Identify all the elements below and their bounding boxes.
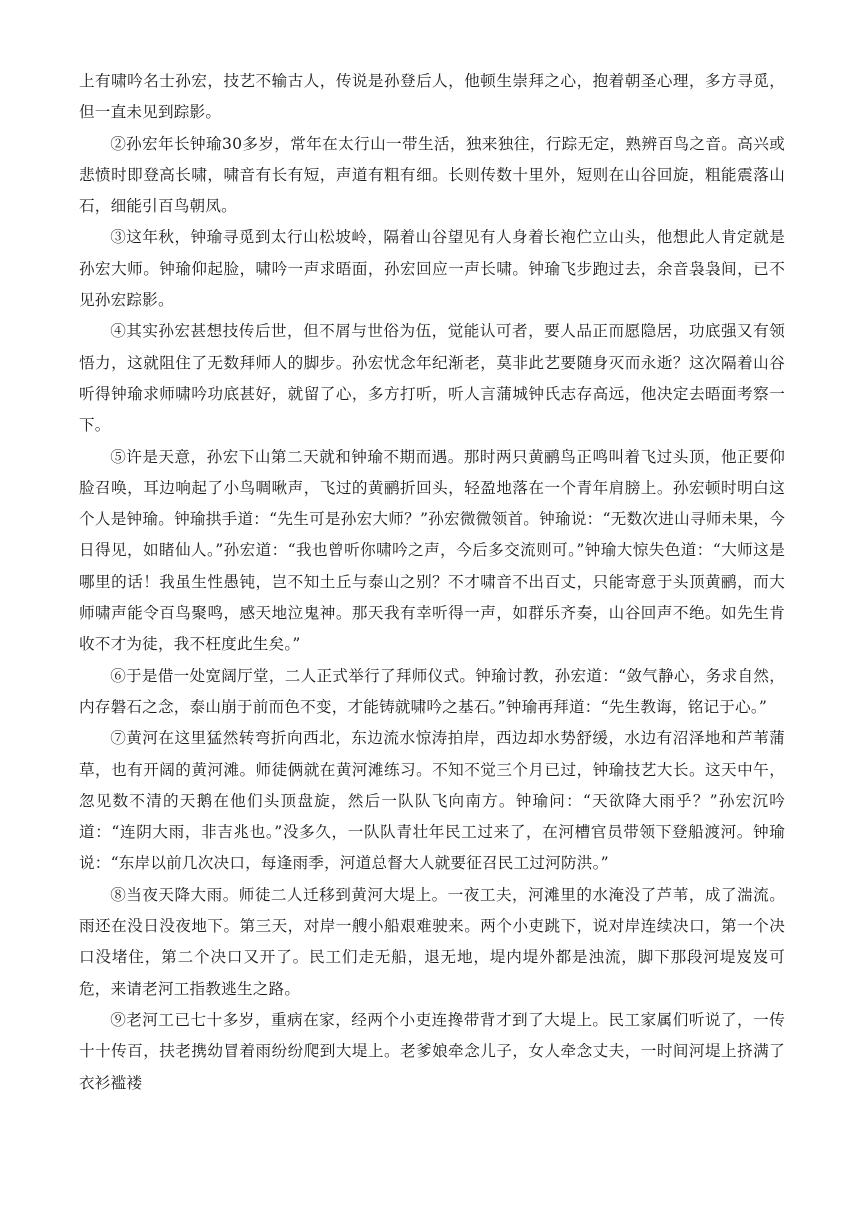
document-body bbox=[79, 66, 785, 1099]
paragraph-9: ⑨老河工已七十多岁，重病在家，经两个小吏连搀带背才到了大堤上。民工家属们听说了，一传十十传百，扶老携幼冒着雨纷纷爬到大堤上。老爹娘牵念儿子，女人牵念丈夫，一时间河堤上挤满了衣衫褴褛 bbox=[79, 1010, 785, 1092]
paragraph-4: ④其实孙宏甚想技传后世，但不屑与世俗为伍，觉能认可者，要人品正而愿隐居，功底强又有领悟力，这就阻住了无数拜师人的脚步。孙宏忧念年纪渐老，莫非此艺要随身灭而永逝？这次隔着山谷听得钟瑜求师啸吟功底甚好，就留了心，多方打听，听人言蒲城钟氏志存高远，他决定去晤面考察一下。 bbox=[79, 322, 785, 435]
paragraph-6: ⑥于是借一处宽阔厅堂，二人正式举行了拜师仪式。钟瑜讨教，孙宏道：“敛气静心，务求自然，内存磐石之念，泰山崩于前而色不变，才能铸就啸吟之基石。”钟瑜再拜道：“先生教诲，铭记于心。” bbox=[79, 666, 785, 716]
paragraph-5: ⑤许是天意，孙宏下山第二天就和钟瑜不期而遇。那时两只黄鹂鸟正鸣叫着飞过头顶，他正要仰脸召唤，耳边响起了小鸟啁啾声，飞过的黄鹂折回头，轻盈地落在一个青年肩膀上。孙宏顿时明白这个人是钟瑜。钟瑜拱手道：“先生可是孙宏大师？”孙宏微微领首。钟瑜说：“无数次进山寻师未果，今日得见，如睹仙人。”孙宏道：“我也曾听你啸吟之声，今后多交流则可。”钟瑜大惊失色道：“大师这是哪里的话！我虽生性愚钝，岂不知土丘与泰山之别？不才啸音不出百丈，只能寄意于头顶黄鹂，而大师啸声能令百鸟聚鸣，感天地泣鬼神。那天我有幸听得一声，如群乐齐奏，山谷回声不绝。如先生肯收不才为徒，我不枉度此生矣。” bbox=[79, 447, 785, 654]
paragraph-2: ②孙宏年长钟瑜30多岁，常年在太行山一带生活，独来独往，行踪无定，熟辨百鸟之音。高兴或悲愤时即登高长啸，啸音有长有短，声道有粗有细。长则传数十里外，短则在山谷回旋，粗能震落山石，细能引百鸟朝凤。 bbox=[79, 134, 785, 216]
paragraph-8: ⑧当夜天降大雨。师徒二人迁移到黄河大堤上。一夜工夫，河滩里的水淹没了芦苇，成了湍流。雨还在没日没夜地下。第三天，对岸一艘小船艰难驶来。两个小吏跳下，说对岸连续决口，第一个决口没堵住，第二个决口又开了。民工们走无船，退无地，堤内堤外都是浊流，脚下那段河堤岌岌可危，来请老河工指教逃生之路。 bbox=[79, 885, 785, 998]
paragraph-continued: 上有啸吟名士孙宏，技艺不输古人，传说是孙登后人，他顿生崇拜之心，抱着朝圣心理，多方寻觅，但一直未见到踪影。 bbox=[79, 72, 785, 122]
paragraph-3: ③这年秋，钟瑜寻觅到太行山松坡岭，隔着山谷望见有人身着长袍伫立山头，他想此人肯定就是孙宏大师。钟瑜仰起脸，啸吟一声求晤面，孙宏回应一声长啸。钟瑜飞步跑过去，余音袅袅间，已不见孙宏踪影。 bbox=[79, 228, 785, 310]
paragraph-7: ⑦黄河在这里猛然转弯折向西北，东边流水惊涛拍岸，西边却水势舒缓，水边有沼泽地和芦苇蒲草，也有开阔的黄河滩。师徒俩就在黄河滩练习。不知不觉三个月已过，钟瑜技艺大长。这天中午，忽见数不清的天鹅在他们头顶盘旋，然后一队队飞向南方。钟瑜问：“天欲降大雨乎？”孙宏沉吟道：“连阴大雨，非吉兆也。”没多久，一队队青壮年民工过来了，在河槽官员带领下登船渡河。钟瑜说：“东岸以前几次决口，每逢雨季，河道总督大人就要征召民工过河防洪。” bbox=[79, 729, 785, 873]
